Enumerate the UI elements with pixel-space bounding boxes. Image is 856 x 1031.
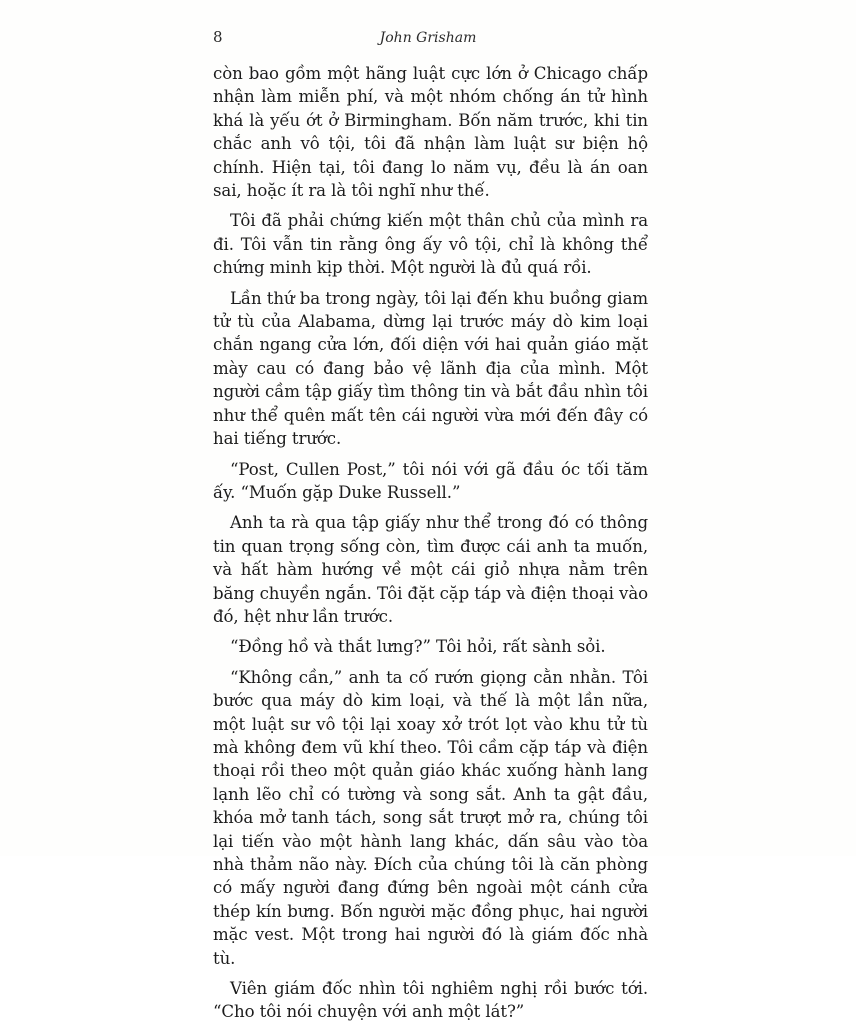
paragraph: Anh ta rà qua tập giấy như thể trong đó có thông tin quan trọng sống còn, tìm được cái anh ta muốn, và hất hàm hướng về một cái giỏ nhựa nằm trên băng chuyền ngắn. Tôi đặt cặp táp và điện thoại vào đó, hệt như lần trước. xyxy=(213,513,648,626)
body-text xyxy=(213,62,648,1031)
paragraph: Tôi đã phải chứng kiến một thân chủ của mình ra đi. Tôi vẫn tin rằng ông ấy vô tội, chỉ là không thể chứng minh kịp thời. Một người là đủ quá rồi. xyxy=(213,211,648,278)
paragraph: “Không cần,” anh ta cố rướn giọng cằn nhằn. Tôi bước qua máy dò kim loại, và thế là một lần nữa, một luật sư vô tội lại xoay xở trót lọt vào khu tử tù mà không đem vũ khí theo. Tôi cầm cặp táp và điện thoại rồi theo một quản giáo khác xuống hành lang lạnh lẽo chỉ có tường và song sắt. Anh ta gật đầu, khóa mở tanh tách, song sắt trượt mở ra, chúng tôi lại tiến vào một hành lang khác, dấn sâu vào tòa nhà thảm não này. Đích của chúng tôi là căn phòng có mấy người đang đứng bên ngoài một cánh cửa thép kín bưng. Bốn người mặc đồng phục, hai người mặc vest. Một trong hai người đó là giám đốc nhà tù. xyxy=(213,667,648,968)
running-head-author: John Grisham xyxy=(379,30,477,46)
paragraph: “Đồng hồ và thắt lưng?” Tôi hỏi, rất sành sỏi. xyxy=(230,637,606,657)
page-number: 8 xyxy=(213,28,223,46)
paragraph: “Post, Cullen Post,” tôi nói với gã đầu óc tối tăm ấy. “Muốn gặp Duke Russell.” xyxy=(213,459,648,502)
paragraph: còn bao gồm một hãng luật cực lớn ở Chicago chấp nhận làm miễn phí, và một nhóm chống án tử hình khá là yếu ớt ở Birmingham. Bốn năm trước, khi tin chắc anh vô tội, tôi đã nhận làm luật sư biện hộ chính. Hiện tại, tôi đang lo năm vụ, đều là án oan sai, hoặc ít ra là tôi nghĩ như thế. xyxy=(213,64,648,201)
paragraph: Viên giám đốc nhìn tôi nghiêm nghị rồi bước tới. “Cho tôi nói chuyện với anh một lát?” xyxy=(213,979,648,1022)
paragraph: Lần thứ ba trong ngày, tôi lại đến khu buồng giam tử tù của Alabama, dừng lại trước máy dò kim loại chắn ngang cửa lớn, đối diện với hai quản giáo mặt mày cau có đang bảo vệ lãnh địa của mình. Một người cầm tập giấy tìm thông tin và bắt đầu nhìn tôi như thể quên mất tên cái người vừa mới đến đây có hai tiếng trước. xyxy=(213,288,648,449)
